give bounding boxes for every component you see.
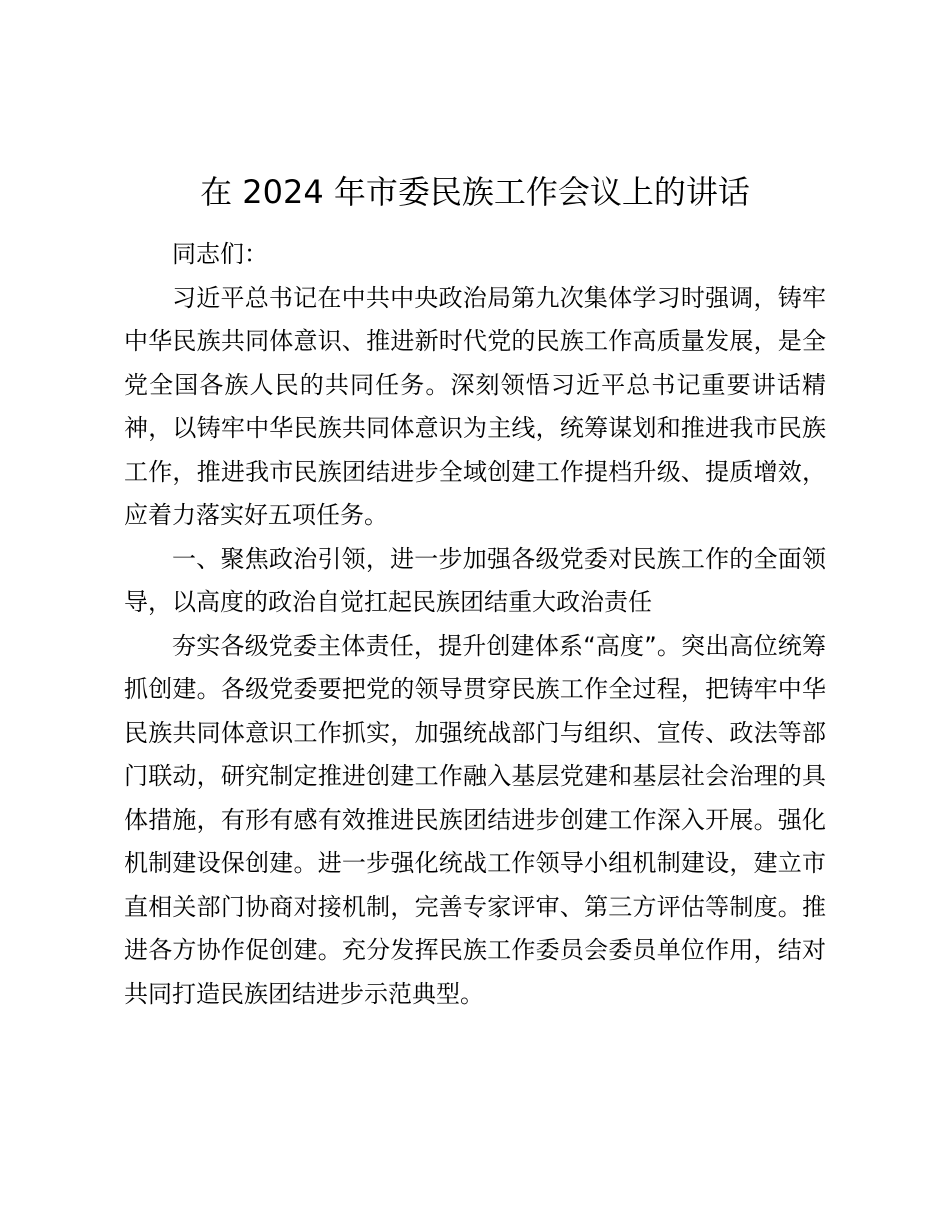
document-title: 在 2024 年市委民族工作会议上的讲话 [200,173,750,211]
document-body [124,233,826,1016]
section-heading-1: 一、聚焦政治引领，进一步加强各级党委对民族工作的全面领导，以高度的政治自觉扛起民族团结重大政治责任 [124,544,826,616]
paragraph-section-1: 夯实各级党委主体责任，提升创建体系“高度”。突出高位统筹抓创建。各级党委要把党的领导贯穿民族工作全过程，把铸牢中华民族共同体意识工作抓实，加强统战部门与组织、宣传、政法等部门联动，研究制定推进创建工作融入基层党建和基层社会治理的具体措施，有形有感有效推进民族团结进步创建工作深入开展。强化机制建设保创建。进一步强化统战工作领导小组机制建设，建立市直相关部门协商对接机制，完善专家评审、第三方评估等制度。推进各方协作促创建。充分发挥民族工作委员会委员单位作用，结对共同打造民族团结进步示范典型。 [124,631,826,1008]
salutation: 同志们： [172,240,268,268]
paragraph-intro: 习近平总书记在中共中央政治局第九次集体学习时强调，铸牢中华民族共同体意识、推进新时代党的民族工作高质量发展，是全党全国各族人民的共同任务。深刻领悟习近平总书记重要讲话精神，以铸牢中华民族共同体意识为主线，统筹谋划和推进我市民族工作，推进我市民族团结进步全域创建工作提档升级、提质增效，应着力落实好五项任务。 [124,283,826,529]
